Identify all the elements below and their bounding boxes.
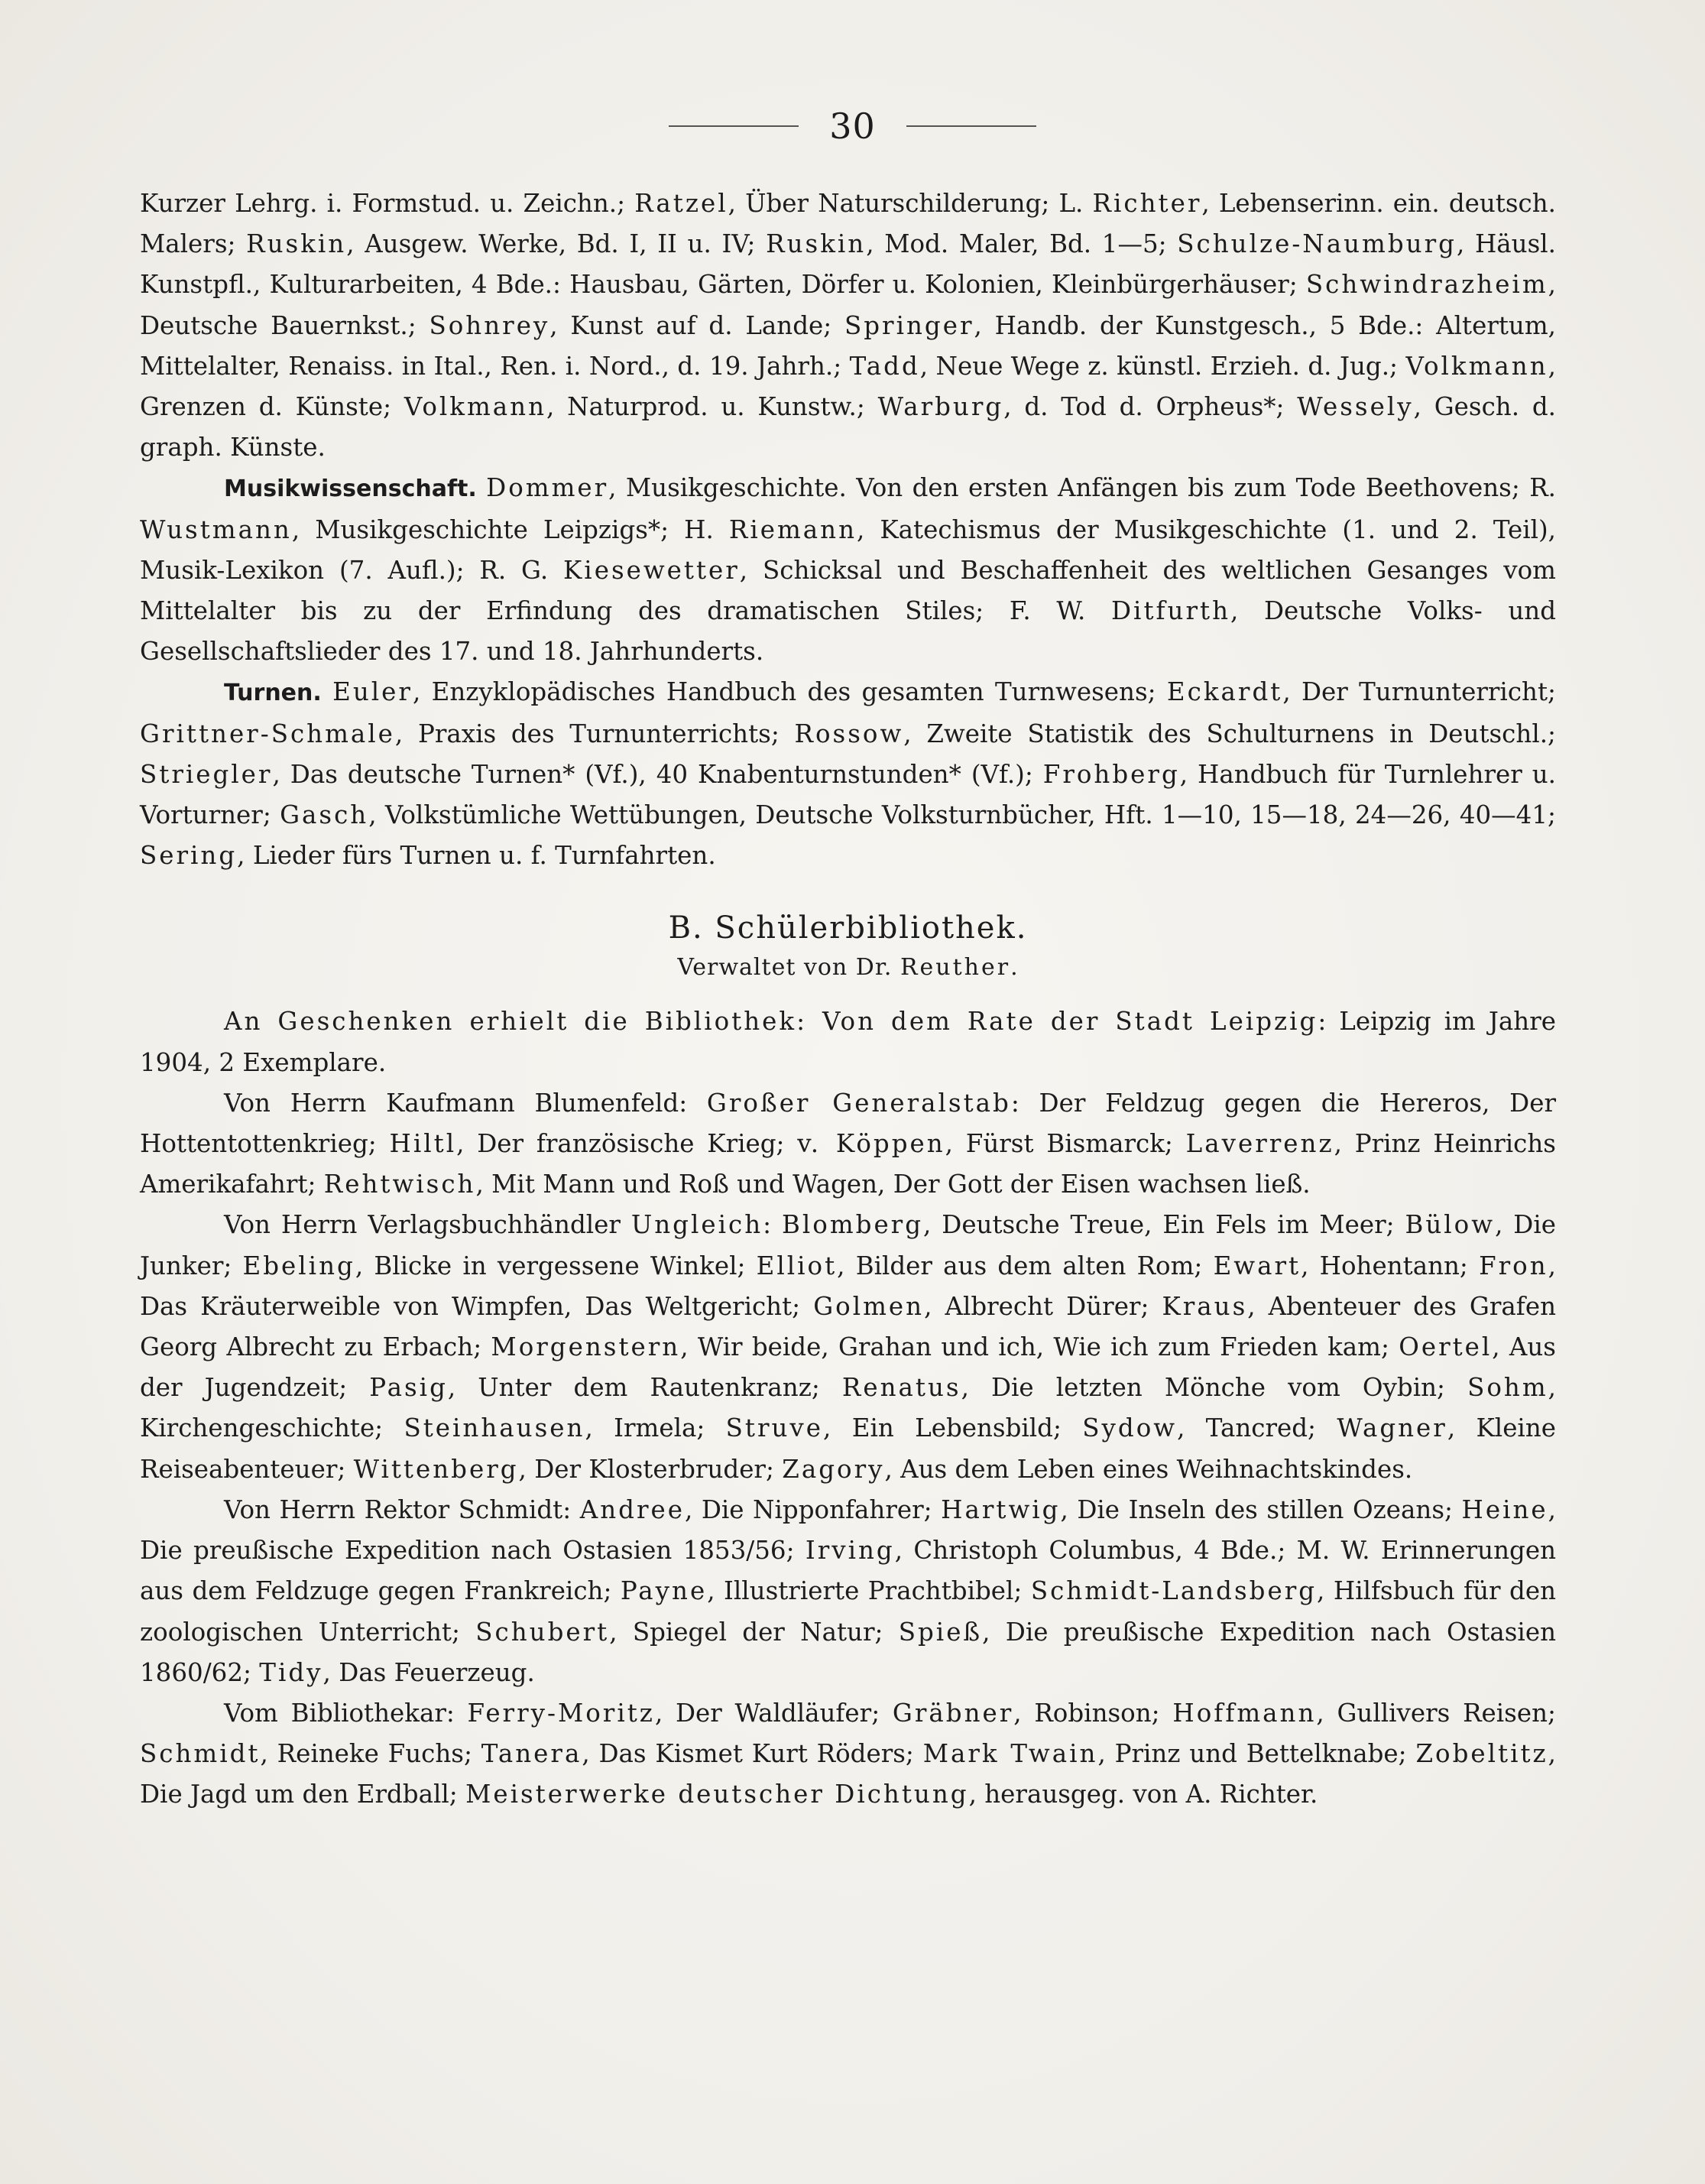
header-rule-left [669,125,799,127]
section-subtitle: Verwaltet von Dr. Reuther. [677,954,1019,982]
body-text [140,183,1556,1816]
section-title-schuelerbibliothek: B. Schülerbibliothek. [668,910,1028,946]
section-heading-musik: Musikwissenschaft. [224,475,477,503]
paragraph-blumenfeld: Von Herrn Kaufmann Blumenfeld: Großer Generalstab: Der Feldzug gegen die Hereros, Der Hottentottenkrieg; Hiltl, Der französische Krieg; v. Köppen, Fürst Bismarck; Laverrenz, Prinz Heinrichs Amerikafahrt; Rehtwisch, Mit Mann und Roß und Wagen, Der Gott der Eisen wachsen ließ. [140,1088,1556,1199]
paragraph-ungleich: Von Herrn Verlagsbuchhändler Ungleich: Blomberg, Deutsche Treue, Ein Fels im Meer; Bülow, Die Junker; Ebeling, Blicke in vergessene Winkel; Elliot, Bilder aus dem alten Rom; Ewart, Hohentann; Fron, Das Kräuterweible von Wimpfen, Das Weltgericht; Golmen, Albrecht Dürer; Kraus, Abenteuer des Grafen Georg Albrecht zu Erbach; Morgenstern, Wir beide, Grahan und ich, Wie ich zum Frieden kam; Oertel, Aus der Jugendzeit; Pasig, Unter dem Rautenkranz; Renatus, Die letzten Mönche vom Oybin; Sohm, Kirchengeschichte; Steinhausen, Irmela; Struve, Ein Lebensbild; Sydow, Tancred; Wagner, Kleine Reiseabenteuer; Wittenberg, Der Klosterbruder; Zagory, Aus dem Leben eines Weihnachtskindes. [140,1210,1557,1484]
paragraph-schmidt: Von Herrn Rektor Schmidt: Andree, Die Nipponfahrer; Hartwig, Die Inseln des stillen Ozeans; Heine, Die preußische Expedition nach Ostasien 1853/56; Irving, Christoph Columbus, 4 Bde.; M. W. Erinnerungen aus dem Feldzuge gegen Frankreich; Payne, Illustrierte Prachtbibel; Schmidt-Landsberg, Hilfsbuch für den zoologischen Unterricht; Schubert, Spiegel der Natur; Spieß, Die preußische Expedition nach Ostasien 1860/62; Tidy, Das Feuerzeug. [140,1494,1556,1687]
paragraph-kunst-continuation: Kurzer Lehrg. i. Formstud. u. Zeichn.; Ratzel, Über Naturschilderung; L. Richter, Lebenserinn. ein. deutsch. Malers; Ruskin, Ausgew. Werke, Bd. I, II u. IV; Ruskin, Mod. Maler, Bd. 1—5; Schulze-Naumburg, Häusl. Kunstpfl., Kulturarbeiten, 4 Bde.: Hausbau, Gärten, Dörfer u. Kolonien, Kleinbürgerhäuser; Schwindrazheim, Deutsche Bauernkst.; Sohnrey, Kunst auf d. Lande; Springer, Handb. der Kunstgesch., 5 Bde.: Altertum, Mittelalter, Renaiss. in Ital., Ren. i. Nord., d. 19. Jahrh.; Tadd, Neue Wege z. künstl. Erzieh. d. Jug.; Volkmann, Grenzen d. Künste; Volkmann, Naturprod. u. Kunstw.; Warburg, d. Tod d. Orpheus*; Wessely, Gesch. d. graph. Künste. [140,189,1556,462]
header-rule-right [906,125,1036,127]
page-number: 30 [829,105,876,147]
paragraph-geschenke-intro: An Geschenken erhielt die Bibliothek: Von dem Rate der Stadt Leipzig: Leipzig im Jahre 1904, 2 Exemplare. [140,1007,1556,1077]
page-header [0,103,1705,149]
section-heading-turnen: Turnen. [224,680,322,707]
paragraph-bibliothekar: Vom Bibliothekar: Ferry-Moritz, Der Waldläufer; Gräbner, Robinson; Hoffmann, Gullivers Reisen; Schmidt, Reineke Fuchs; Tanera, Das Kismet Kurt Röders; Mark Twain, Prinz und Bettelknabe; Zobeltitz, Die Jagd um den Erdball; Meisterwerke deutscher Dichtung, herausgeg. von A. Richter. [140,1698,1556,1809]
paragraph-turnen: Turnen. Euler, Enzyklopädisches Handbuch des gesamten Turnwesens; Eckardt, Der Turnunterricht; Grittner-Schmale, Praxis des Turnunterrichts; Rossow, Zweite Statistik des Schulturnens in Deutschl.; Striegler, Das deutsche Turnen* (Vf.), 40 Knabenturnstunden* (Vf.); Frohberg, Handbuch für Turnlehrer u. Vorturner; Gasch, Volkstümliche Wettübungen, Deutsche Volksturnbücher, Hft. 1—10, 15—18, 24—26, 40—41; Sering, Lieder fürs Turnen u. f. Turnfahrten. [140,677,1556,871]
paragraph-musikwissenschaft: Musikwissenschaft. Dommer, Musikgeschichte. Von den ersten Anfängen bis zum Tode Beethovens; R. Wustmann, Musikgeschichte Leipzigs*; H. Riemann, Katechismus der Musikgeschichte (1. und 2. Teil), Musik-Lexikon (7. Aufl.); R. G. Kiesewetter, Schicksal und Beschaffenheit des weltlichen Gesanges vom Mittelalter bis zu der Erfindung des dramatischen Stiles; F. W. Ditfurth, Deutsche Volks- und Gesellschaftslieder des 17. und 18. Jahrhunderts. [140,473,1557,667]
